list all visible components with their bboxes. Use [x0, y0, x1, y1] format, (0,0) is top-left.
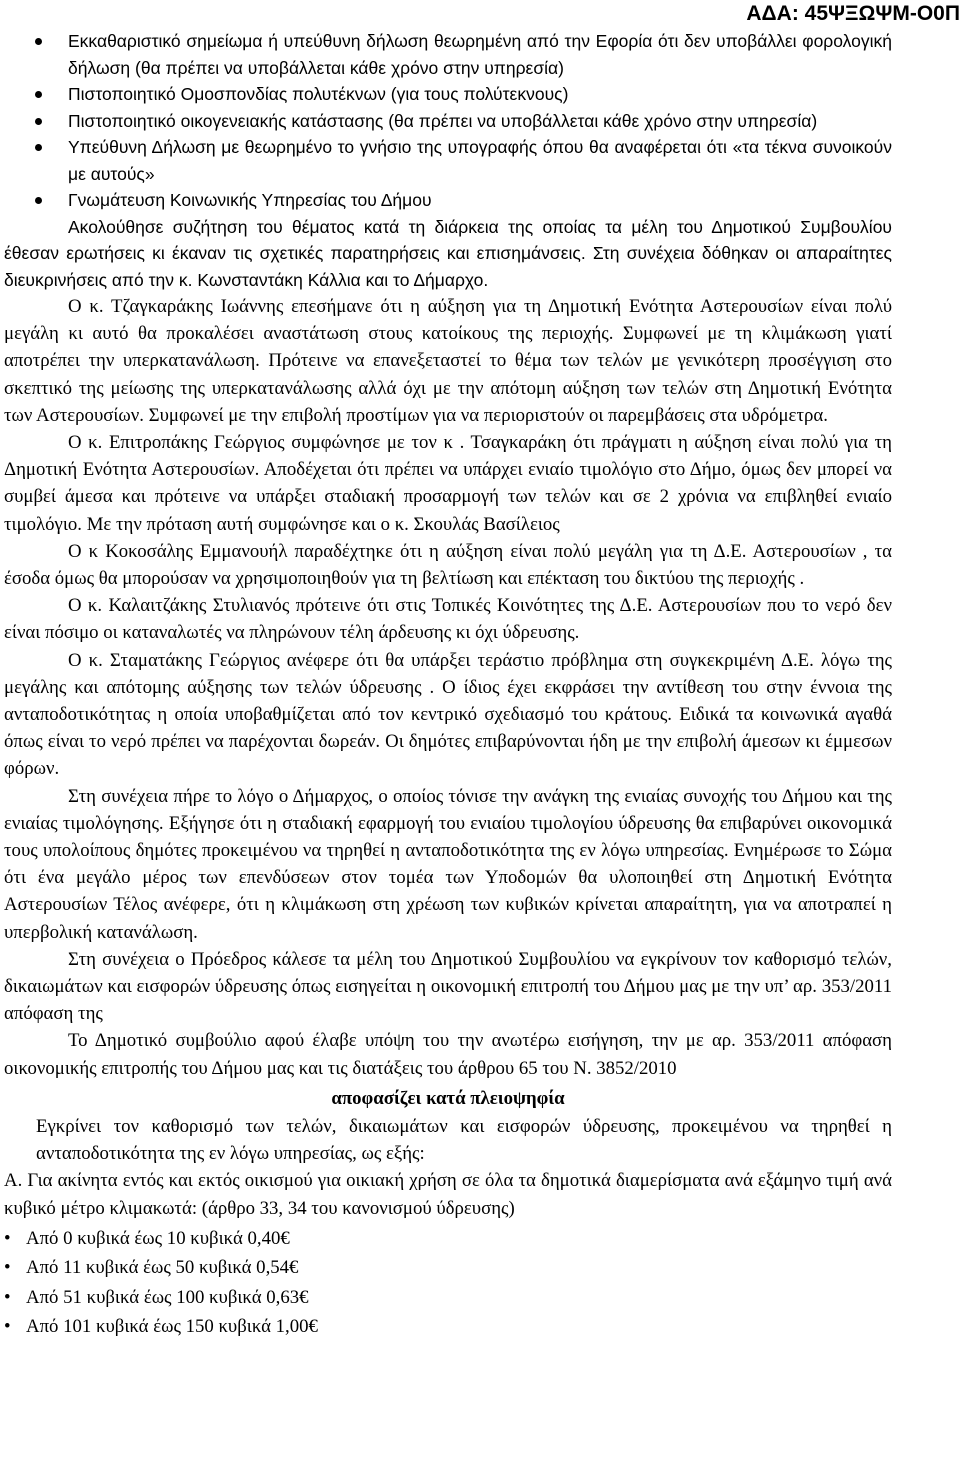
epitropakis-paragraph: Ο κ. Επιτροπάκης Γεώργιος συμφώνησε με τον κ . Τσαγκαράκη ότι πράγματι η αύξηση είναι πολύ για τη Δημοτική Ενότητα Αστερουσίων. Αποδέχεται ότι πρέπει να υπάρχει ενιαίο τιμολόγιο στο Δήμο, όμως δεν μπορεί να συμβεί άμεσα και πρότεινε να υπάρξει σταδιακή προσαρμογή των τελών και σε 2 χρόνια να επιβληθεί ενιαίο τιμολόγιο. Με την πρόταση αυτή συμφώνησε και ο κ. Σκουλάς Βασίλειος [4, 432, 892, 535]
council-paragraph: Το Δημοτικό συμβούλιο αφού έλαβε υπόψη του την ανωτέρω εισήγηση, την με αρ. 353/2011 απόφαση οικονομικής επιτροπής του Δήμου μας και τις διατάξεις του άρθρου 65 του Ν. 3852/2010 [4, 1030, 892, 1079]
price-tier: • Από 101 κυβικά έως 150 κυβικά 1,00€ [4, 1312, 892, 1342]
stamatakis-paragraph: Ο κ. Σταματάκης Γεώργιος ανέφερε ότι θα υπάρξει τεράστιο πρόβλημα στη συγκεκριμένη Δ.Ε. λόγω της μεγάλης και απότομης αύξησης των τελών ύδρευσης . Ο ίδιος έχει εκφράσει την αντίθεση του στην έννοια της ανταποδοτικότητας η οποία υποβαθμίζεται από τον κεντρικό σχεδιασμό του κράτους. Ειδικά τα κοινωνικά αγαθά όπως είναι το νερό πρέπει να παρέχονται δωρεάν. Οι δημότες επιβαρύνονται ήδη με την επιβολή άμεσων κι έμμεσων φόρων. [4, 649, 892, 780]
mayor-paragraph: Στη συνέχεια πήρε το λόγο ο Δήμαρχος, ο οποίος τόνισε την ανάγκη της ενιαίας συνοχής του Δήμου και της ενιαίας τιμολόγησης. Εξήγησε ότι η σταδιακή εφαρμογή του ενιαίου τιμολογίου ύδρευσης θα επιβαρύνει οικονομικά τους υπολοίπους δημότες προκειμένου να τηρηθεί η ανταποδοτικότητα της εν λόγω υπηρεσίας. Ενημέρωσε το Σώμα ότι ένα μεγάλο μέρος των επενδύσεων στον τομέα των Υποδομών θα υλοποιηθεί στη Δημοτική Ενότητα Αστερουσίων Τέλος ανέφερε, ότι η κλιμάκωση στη χρέωση των κυβικών κρίνεται απαραίτητη, για να αποτραπεί η υπερβολική κατανάλωση. [4, 785, 892, 943]
list-item: Πιστοποιητικό οικογενειακής κατάστασης (θα πρέπει να υποβάλλεται κάθε χρόνο στην υπηρεσία) [68, 108, 892, 135]
price-tier: • Από 0 κυβικά έως 10 κυβικά 0,40€ [4, 1224, 892, 1254]
list-item: Γνωμάτευση Κοινωνικής Υπηρεσίας του Δήμου [68, 187, 892, 214]
kokosalis-paragraph: Ο κ Κοκοσάλης Εμμανουήλ παραδέχτηκε ότι η αύξηση είναι πολύ μεγάλη για τη Δ.Ε. Αστερουσίων , τα έσοδα όμως θα μπορούσαν να χρησιμοποιηθούν για τη βελτίωση και επέκταση του δικτύου της περιοχής . [4, 540, 892, 590]
required-documents-list [4, 28, 892, 214]
price-tier: • Από 11 κυβικά έως 50 κυβικά 0,54€ [4, 1253, 892, 1283]
ada-code: ΑΔΑ: 45ΨΞΩΨΜ-Ο0Π [746, 2, 960, 25]
list-item: Εκκαθαριστικό σημείωμα ή υπεύθυνη δήλωση θεωρημένη από την Εφορία ότι δεν υποβάλλει φορολογική δήλωση (θα πρέπει να υποβάλλεται κάθε χρόνο στην υπηρεσία) [68, 28, 892, 81]
price-tiers-list [4, 1224, 892, 1342]
document-page [4, 28, 892, 1342]
discussion-paragraph: Ακολούθησε συζήτηση του θέματος κατά τη διάρκεια της οποίας τα μέλη του Δημοτικού Συμβουλίου έθεσαν ερωτήσεις κι έκαναν τις σχετικές παρατηρήσεις και επισημάνσεις. Στη συνέχεια δόθηκαν οι απαραίτητες διευκρινήσεις από την κ. Κωνσταντάκη Κάλλια και το Δήμαρχο. [4, 216, 892, 290]
section-a-text: Α. Για ακίνητα εντός και εκτός οικισμού για οικιακή χρήση σε όλα τα δημοτικά διαμερίσματα ανά εξάμηνο τιμή ανά κυβικό μέτρο κλιμακωτά: (άρθρο 33, 34 του κανονισμού ύδρευσης) [4, 1170, 892, 1219]
kalaitzakis-paragraph: Ο κ. Καλαιτζάκης Στυλιανός πρότεινε ότι στις Τοπικές Κοινότητες της Δ.Ε. Αστερουσίων που το νερό δεν είναι πόσιμο οι καταναλωτές να πληρώνουν τέλη άρδευσης κι όχι ύδρευσης. [4, 595, 892, 644]
list-item: Υπεύθυνη Δήλωση με θεωρημένο το γνήσιο της υπογραφής όπου θα αναφέρεται ότι «τα τέκνα συνοικούν με αυτούς» [68, 134, 892, 187]
president-paragraph: Στη συνέχεια ο Πρόεδρος κάλεσε τα μέλη του Δημοτικού Συμβουλίου να εγκρίνουν τον καθορισμό τελών, δικαιωμάτων και εισφορών ύδρευσης όπως εισηγείται η οικονομική επιτροπή του Δήμου μας με την υπ’ αρ. 353/2011 απόφαση της [4, 948, 892, 1025]
decision-title: αποφασίζει κατά πλειοψηφία [331, 1087, 565, 1109]
approval-text: Εγκρίνει τον καθορισμό των τελών, δικαιωμάτων και εισφορών ύδρευσης, προκειμένου να τηρηθεί η ανταποδοτικότητα της εν λόγω υπηρεσίας, ως εξής: [36, 1115, 892, 1165]
price-tier: • Από 51 κυβικά έως 100 κυβικά 0,63€ [4, 1283, 892, 1313]
tzagkarakis-paragraph: Ο κ. Τζαγκαράκης Ιωάννης επεσήμανε ότι η αύξηση για τη Δημοτική Ενότητα Αστερουσίων είναι πολύ μεγάλη κι αυτό θα προκαλέσει αναστάτωση στους κατοίκους της περιοχής. Συμφωνεί με τη κλιμάκωση γιατί αποτρέπει την υπερκατανάλωση. Πρότεινε να επανεξεταστεί το θέμα των τελών με γενικότερη προσέγγιση στο σκεπτικό της μείωσης της υπερκατανάλωσης αλλά όχι με την απότομη αύξηση των τελών στη Δημοτική Ενότητα των Αστερουσίων. Συμφωνεί με την επιβολή προστίμων για να περιοριστούν οι παρεμβάσεις στα υδρόμετρα. [4, 296, 892, 426]
list-item: Πιστοποιητικό Ομοσπονδίας πολυτέκνων (για τους πολύτεκνους) [68, 81, 892, 108]
